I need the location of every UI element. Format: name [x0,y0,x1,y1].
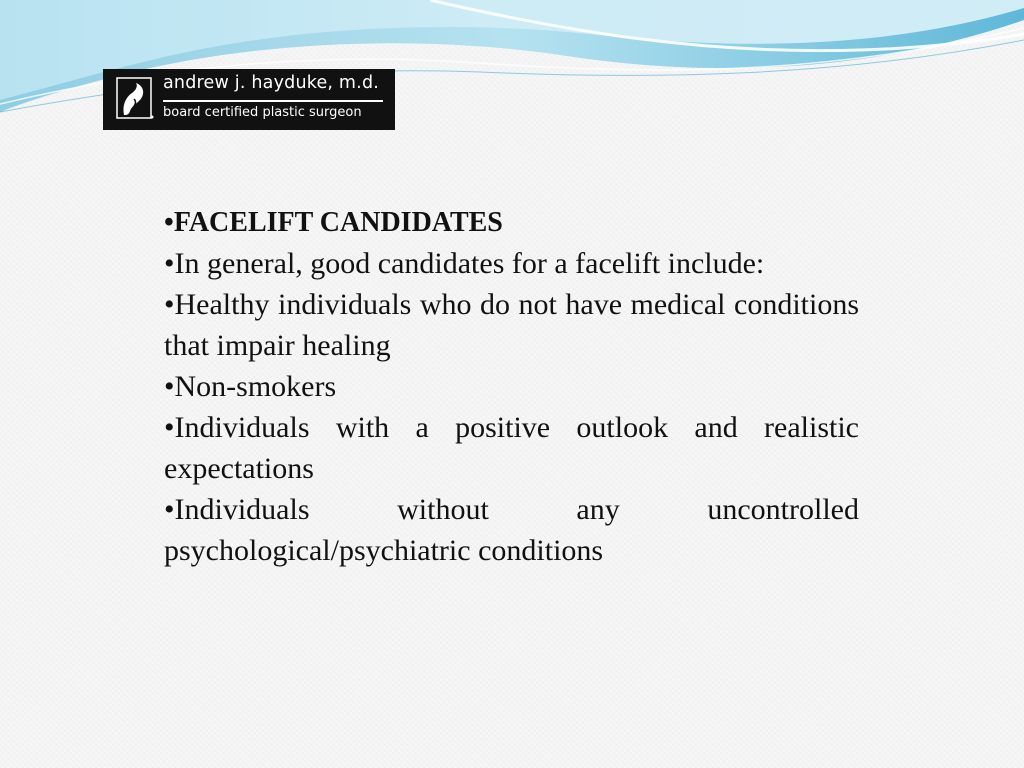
bullet-item [164,284,859,366]
bullet-marker: • [164,207,174,238]
bullet-marker: • [164,411,175,444]
bullet-marker: • [164,370,175,403]
bullet-item [164,243,859,284]
logo-mark-icon [116,77,154,121]
logo-name: andrew j. hayduke, m.d. [163,73,380,93]
logo [103,69,395,130]
bullet-marker: • [164,288,175,321]
bullet-marker: • [164,247,175,280]
bullet-item [164,407,859,489]
bullet-text: Non-smokers [174,370,337,403]
bullet-text: Individuals without any uncontrolled psychological/psychiatric conditions [164,493,859,567]
bullet-text: Healthy individuals who do not have medical conditions that impair healing [164,288,859,362]
slide-heading [164,202,859,243]
bullet-text: Individuals with a positive outlook and realistic expectations [164,411,859,485]
slide-content [164,202,859,571]
bullet-marker: • [164,493,175,526]
bullet-item [164,366,859,407]
slide-heading-text: FACELIFT CANDIDATES [173,207,503,238]
bullet-text: In general, good candidates for a facelift include: [174,247,765,280]
logo-divider [163,100,383,102]
bullet-item [164,489,859,571]
logo-tagline: board certified plastic surgeon [163,105,362,120]
